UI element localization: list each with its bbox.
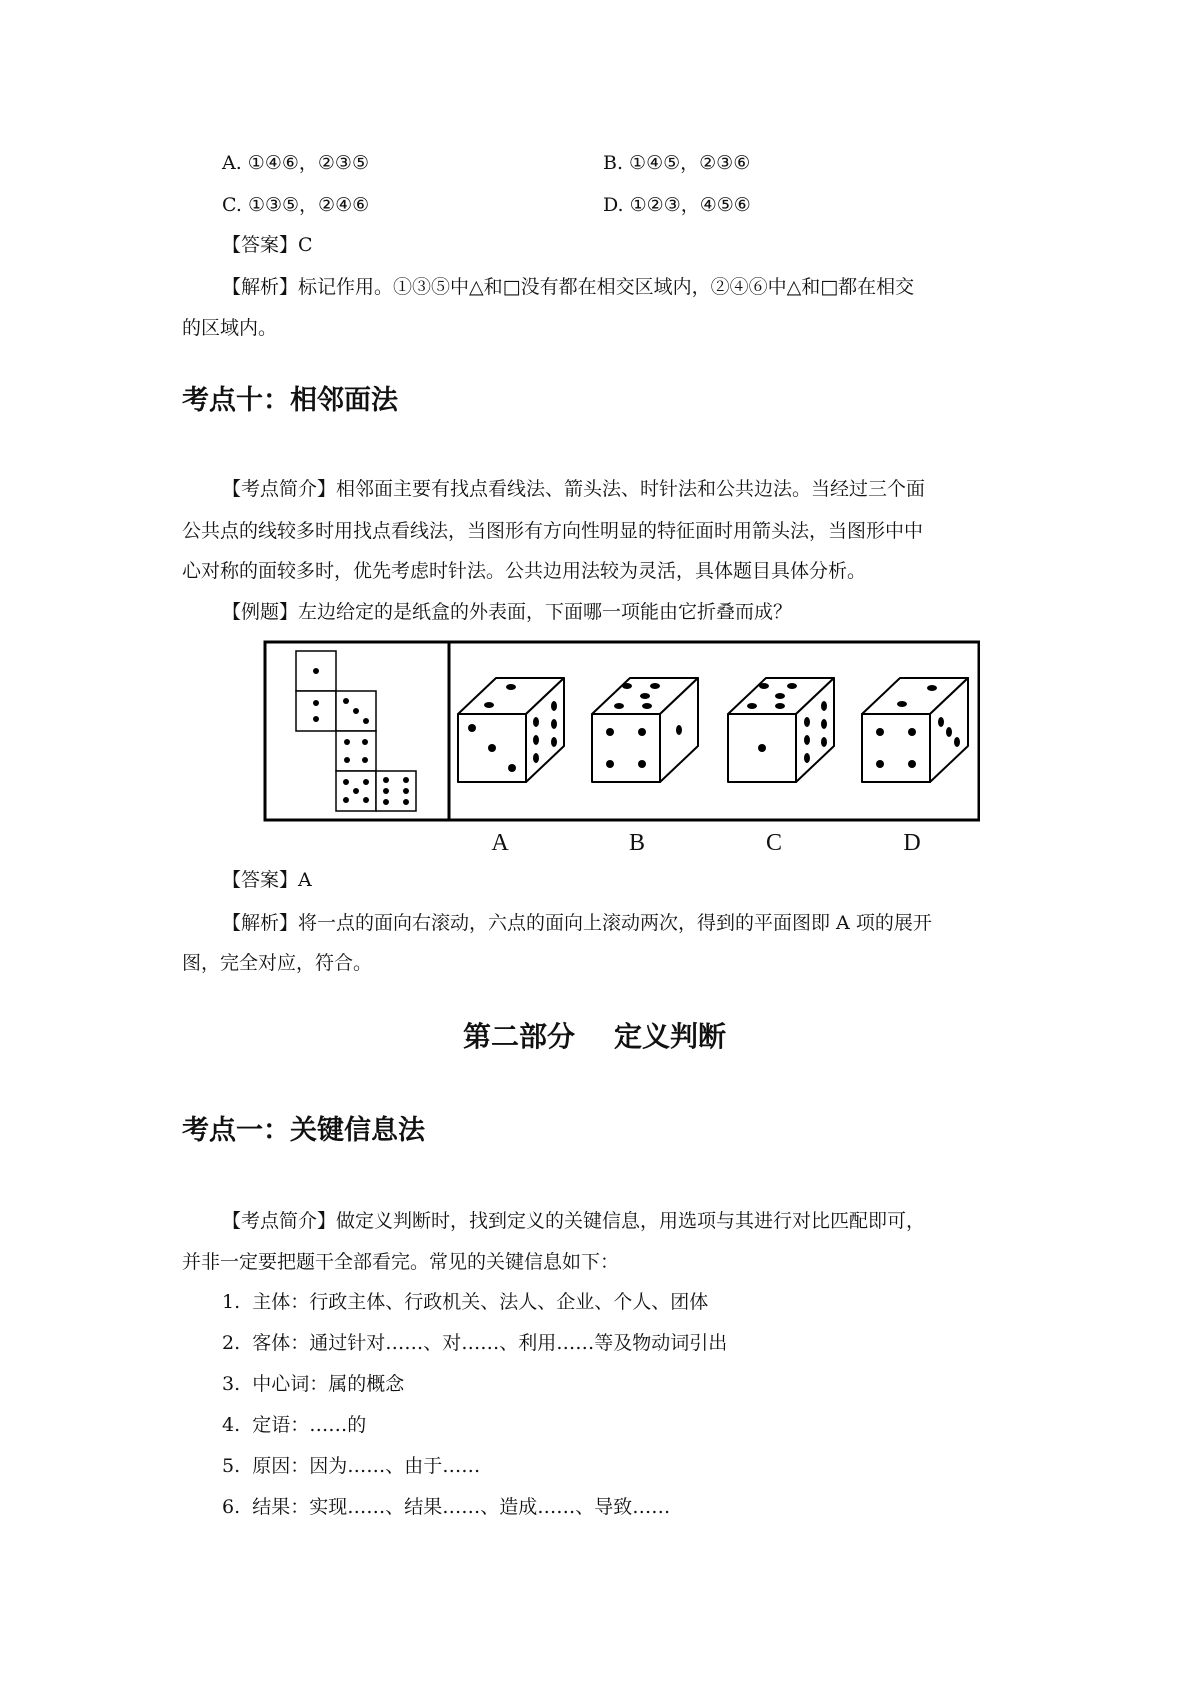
s1-intro-line-1: [222, 1209, 925, 1233]
analysis-line-2: 的区域内。: [182, 317, 278, 339]
intro-line-1: [222, 477, 925, 501]
analysis-tag: 【解析】: [222, 912, 299, 934]
answer-line-2: [222, 868, 312, 892]
analysis-text: 标记作用。①③⑤中△和□没有都在相交区域内，②④⑥中△和□都在相交: [298, 276, 915, 298]
answer-line-1: [222, 233, 313, 257]
list-item: 5. 原因：因为……、由于……: [222, 1455, 481, 1477]
box-net: [296, 651, 416, 811]
list-item: 1. 主体：行政主体、行政机关、法人、企业、个人、团体: [222, 1291, 709, 1313]
option-d: D. ①②③，④⑤⑥: [603, 194, 751, 216]
intro-tag: 【考点简介】: [222, 478, 337, 500]
part-title: 第二部分 定义判断: [463, 1020, 726, 1053]
example-tag: 【例题】: [222, 601, 299, 623]
net-face-2: [296, 691, 336, 731]
list-item: 4. 定语：……的: [222, 1414, 367, 1436]
analysis-line-1: [222, 275, 914, 299]
answer-value: A: [298, 869, 312, 891]
list-item: 3. 中心词：属的概念: [222, 1373, 405, 1395]
option-c: C. ①③⑤，②④⑥: [222, 194, 370, 216]
example-line: [222, 600, 792, 624]
figure-label-c: C: [765, 830, 783, 856]
intro-line-3: 心对称的面较多时，优先考虑时针法。公共边用法较为灵活，具体题目具体分析。: [182, 560, 867, 582]
dice-figure: [262, 636, 980, 860]
net-face-4: [336, 731, 376, 771]
net-face-6b: [376, 771, 416, 811]
section-heading-1: 考点一：关键信息法: [182, 1115, 425, 1146]
section-heading-10: 考点十：相邻面法: [182, 385, 398, 416]
option-b: B. ①④⑤，②③⑥: [603, 152, 751, 174]
analysis-text: 将一点的面向右滚动，六点的面向上滚动两次，得到的平面图即 A 项的展开: [298, 912, 932, 934]
analysis2-line-2: 图，完全对应，符合。: [182, 952, 373, 974]
figure-label-a: A: [491, 830, 509, 856]
intro-text: 做定义判断时，找到定义的关键信息，用选项与其进行对比匹配即可，: [336, 1210, 926, 1232]
answer-tag: 【答案】: [222, 234, 299, 256]
answer-value: C: [298, 234, 313, 256]
list-item: 6. 结果：实现……、结果……、造成……、导致……: [222, 1496, 671, 1518]
list-item: 2. 客体：通过针对……、对……、利用……等及物动词引出: [222, 1332, 728, 1354]
analysis-tag: 【解析】: [222, 276, 299, 298]
s1-intro-line-2: 并非一定要把题干全部看完。常见的关键信息如下：: [182, 1251, 620, 1273]
figure-label-d: D: [903, 830, 921, 856]
option-a: A. ①④⑥，②③⑤: [222, 152, 369, 174]
example-text: 左边给定的是纸盒的外表面，下面哪一项能由它折叠而成？: [298, 601, 793, 623]
figure-label-b: B: [628, 830, 646, 856]
analysis2-line-1: [222, 911, 932, 935]
answer-tag: 【答案】: [222, 869, 299, 891]
intro-text: 相邻面主要有找点看线法、箭头法、时针法和公共边法。当经过三个面: [336, 478, 926, 500]
intro-tag: 【考点简介】: [222, 1210, 337, 1232]
intro-line-2: 公共点的线较多时用找点看线法，当图形有方向性明显的特征面时用箭头法，当图形中中: [182, 520, 924, 542]
